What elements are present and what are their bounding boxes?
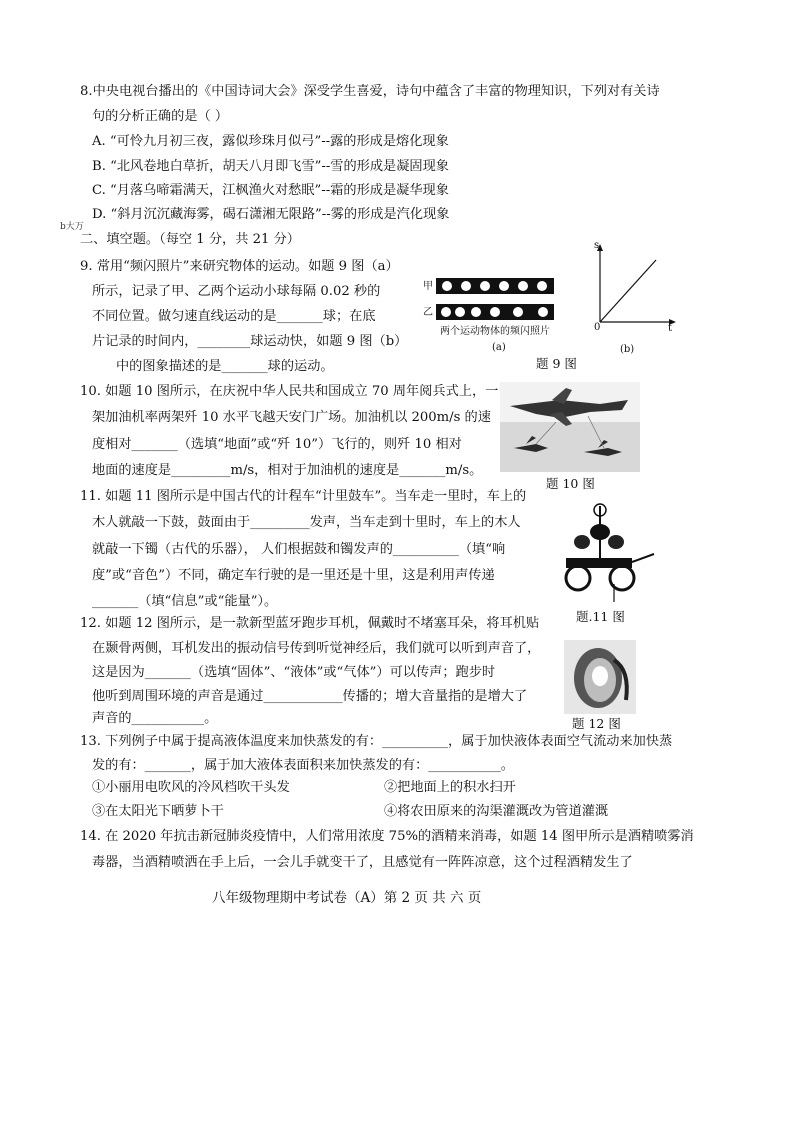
q10-line1: 10. 如题 10 图所示，在庆祝中华人民共和国成立 70 周年阅兵式上，一 bbox=[80, 384, 499, 399]
q9-axis-origin: 0 bbox=[594, 322, 601, 333]
q10-caption: 题 10 图 bbox=[546, 476, 595, 491]
q9-label-jia: 甲 bbox=[423, 281, 433, 292]
q12-line5: 声音的___________。 bbox=[92, 711, 218, 726]
q11-line2: 木人就敲一下鼓，鼓面由于_________发声，当车走到十里时，车上的木人 bbox=[92, 515, 521, 530]
q11-line5: _______（填“信息”或“能量”）。 bbox=[92, 594, 278, 609]
q8-stem-line2: 句的分析正确的是（ ） bbox=[92, 109, 229, 124]
q9-strobe-caption: 两个运动物体的频闪照片 bbox=[440, 326, 550, 337]
q13-option-4: ④将农田原来的沟渠灌溉改为管道灌溉 bbox=[384, 804, 609, 819]
q13-option-2: ②把地面上的积水扫开 bbox=[384, 780, 516, 795]
q11-line3: 就敲一下镯（古代的乐器）， 人们根据鼓和镯发声的__________（填“响 bbox=[92, 542, 506, 557]
q8-option-b: B. “北风卷地白草折，胡天八月即飞雪”--雪的形成是凝固现象 bbox=[92, 159, 449, 174]
q11-line1: 11. 如题 11 图所示是中国古代的计程车“计里鼓车”。当车走一里时，车上的 bbox=[80, 489, 527, 504]
q11-line4: 度”或“音色”）不同，确定车行驶的是一里还是十里，这是利用声传递 bbox=[92, 568, 495, 583]
q13-line1: 13. 下列例子中属于提高液体温度来加快蒸发的有：__________，属于加快液体表面空气流动来加快蒸 bbox=[80, 734, 673, 749]
q12-caption: 题 12 图 bbox=[572, 716, 621, 731]
q13-option-1: ①小丽用电吹风的冷风档吹干头发 bbox=[92, 780, 290, 795]
q14-line2: 毒器，当酒精喷洒在手上后，一会儿手就变干了，且感觉有一阵阵凉意，这个过程酒精发生了 bbox=[92, 855, 633, 870]
q9-line3: 不同位置。做匀速直线运动的是_______球；在底 bbox=[92, 309, 376, 324]
q9-line1: 9. 常用“频闪照片”来研究物体的运动。如题 9 图（a） bbox=[80, 259, 399, 274]
q12-earphone-photo bbox=[564, 640, 636, 714]
q9-st-graph bbox=[590, 240, 680, 335]
q9-line5: 中的图象描述的是_______球的运动。 bbox=[116, 359, 334, 374]
q9-line4: 片记录的时间内，________球运动快，如题 9 图（b） bbox=[92, 334, 408, 349]
q14-line1: 14. 在 2020 年抗击新冠肺炎疫情中，人们常用浓度 75%的酒精来消毒，如题 14 图甲所示是酒精喷雾消 bbox=[80, 829, 694, 844]
q13-line2: 发的有：_______，属于加大液体表面积来加快蒸发的有：___________。 bbox=[92, 758, 514, 773]
q12-line2: 在颞骨两侧，耳机发出的振动信号传到听觉神经后，我们就可以听到声音了， bbox=[92, 641, 541, 656]
q8-option-a: A. “可怜九月初三夜，露似珍珠月似弓”--露的形成是熔化现象 bbox=[92, 134, 449, 149]
margin-note: b大万 bbox=[60, 222, 84, 232]
q8-option-c: C. “月落乌啼霜满天，江枫渔火对愁眠”--霜的形成是凝华现象 bbox=[92, 183, 449, 198]
q8-option-d: D. “斜月沉沉藏海雾，碣石潇湘无限路”--雾的形成是汽化现象 bbox=[92, 207, 450, 222]
q10-aircraft-photo bbox=[500, 382, 640, 472]
page-footer: 八年级物理期中考试卷（A）第 2 页 共 六 页 bbox=[212, 890, 482, 906]
q10-line3: 度相对_______（选填“地面”或“歼 10”）飞行的，则歼 10 相对 bbox=[92, 437, 462, 452]
q12-line4: 他听到周围环境的声音是通过____________传播的；增大音量指的是增大了 bbox=[92, 689, 528, 704]
q9-axis-s: s bbox=[594, 240, 600, 251]
q12-line1: 12. 如题 12 图所示，是一款新型蓝牙跑步耳机，佩戴时不堵塞耳朵，将耳机贴 bbox=[80, 616, 540, 631]
q10-line4: 地面的速度是_________m/s，相对于加油机的速度是_______m/s。 bbox=[92, 463, 483, 478]
q9-fig-b-label: (b) bbox=[620, 344, 635, 355]
q8-stem-line1: 8.中央电视台播出的《中国诗词大会》深受学生喜爱，诗句中蕴含了丰富的物理知识，下列对有关诗 bbox=[80, 84, 660, 99]
q9-caption: 题 9 图 bbox=[536, 356, 577, 371]
q11-caption: 题.11 图 bbox=[576, 609, 625, 624]
q9-axis-t: t bbox=[668, 323, 673, 334]
q11-drum-cart-figure bbox=[556, 498, 660, 606]
q13-option-3: ③在太阳光下晒萝卜干 bbox=[92, 804, 224, 819]
section-heading: 二、填空题。（每空 1 分，共 21 分） bbox=[80, 232, 300, 247]
q9-strobe-figure bbox=[420, 272, 570, 352]
q9-fig-a-label: (a) bbox=[492, 342, 506, 353]
q9-line2: 所示，记录了甲、乙两个运动小球每隔 0.02 秒的 bbox=[92, 284, 381, 299]
q9-label-yi: 乙 bbox=[423, 307, 433, 318]
q12-line3: 这是因为_______（选填“固体”、“液体”或“气体”）可以传声；跑步时 bbox=[92, 665, 496, 680]
q10-line2: 架加油机率两架歼 10 水平飞越天安门广场。加油机以 200m/s 的速 bbox=[92, 410, 491, 425]
